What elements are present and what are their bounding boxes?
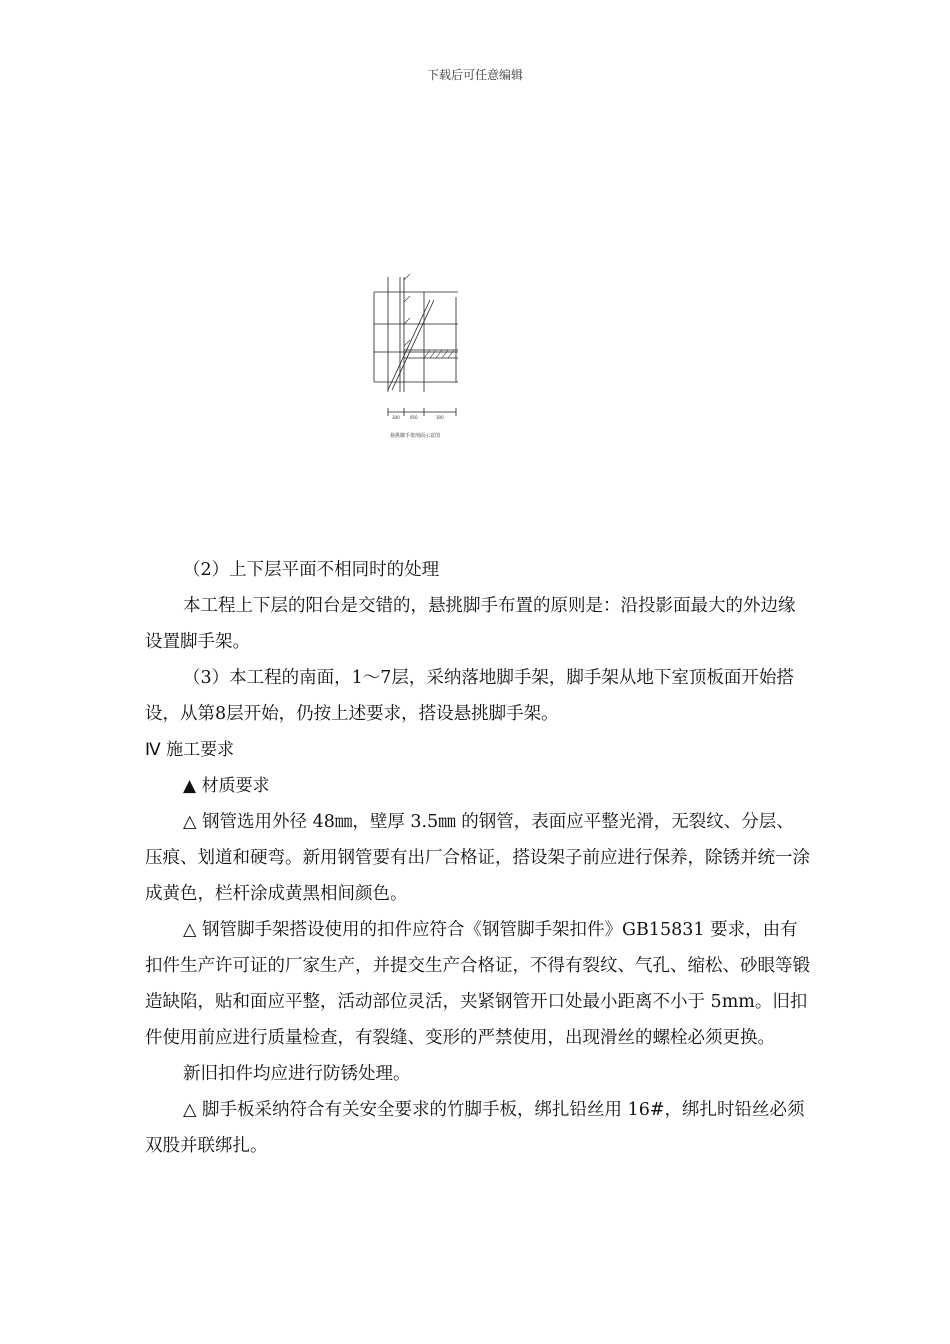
body-text bbox=[145, 552, 810, 1164]
dim-label-3: 300 bbox=[436, 415, 444, 420]
paragraph-fasteners: △ 钢管脚手架搭设使用的扣件应符合《钢管脚手架扣件》GB15831 要求，由有扣件生产许可证的厂家生产，并提交生产合格证，不得有裂纹、气孔、缩松、砂眼等锻造缺陷，贴和面应平整，活动部位灵活，夹紧钢管开口处最小距离不小于 5mm。旧扣件使用前应进行质量检查，有裂缝、变形的严禁使用，出现滑丝的螺栓必须更换。 bbox=[145, 920, 810, 1048]
page-header: 下载后可任意编辑 bbox=[426, 68, 523, 82]
dim-label-2: 950 bbox=[410, 415, 418, 420]
dim-label-1: 300 bbox=[392, 415, 400, 420]
scaffold-section-drawing bbox=[360, 272, 470, 442]
figure-caption: 悬挑脚手架剖面示意图 bbox=[390, 433, 441, 439]
section-heading: Ⅳ 施工要求 bbox=[145, 740, 235, 760]
paragraph-3: （3）本工程的南面，1～7层，采纳落地脚手架，脚手架从地下室顶板面开始搭设，从第8层开始，仍按上述要求，搭设悬挑脚手架。 bbox=[145, 668, 794, 724]
paragraph-1: （2）上下层平面不相同时的处理 bbox=[183, 560, 440, 580]
paragraph-steel-pipe: △ 钢管选用外径 48㎜，壁厚 3.5㎜ 的钢管，表面应平整光滑，无裂纹、分层、压痕、划道和硬弯。新用钢管要有出厂合格证，搭设架子前应进行保养，除锈并统一涂成黄色，栏杆涂成黄黑相间颜色。 bbox=[145, 812, 810, 904]
paragraph-boards: △ 脚手板采纳符合有关安全要求的竹脚手板，绑扎铅丝用 16#，绑扎时铅丝必须双股并联绑扎。 bbox=[145, 1100, 805, 1156]
subheading-materials: ▲ 材质要求 bbox=[183, 776, 270, 796]
paragraph-2: 本工程上下层的阳台是交错的，悬挑脚手布置的原则是：沿投影面最大的外边缘设置脚手架。 bbox=[145, 596, 796, 652]
scaffold-drawing-svg bbox=[360, 272, 470, 442]
paragraph-rust: 新旧扣件均应进行防锈处理。 bbox=[183, 1064, 411, 1084]
